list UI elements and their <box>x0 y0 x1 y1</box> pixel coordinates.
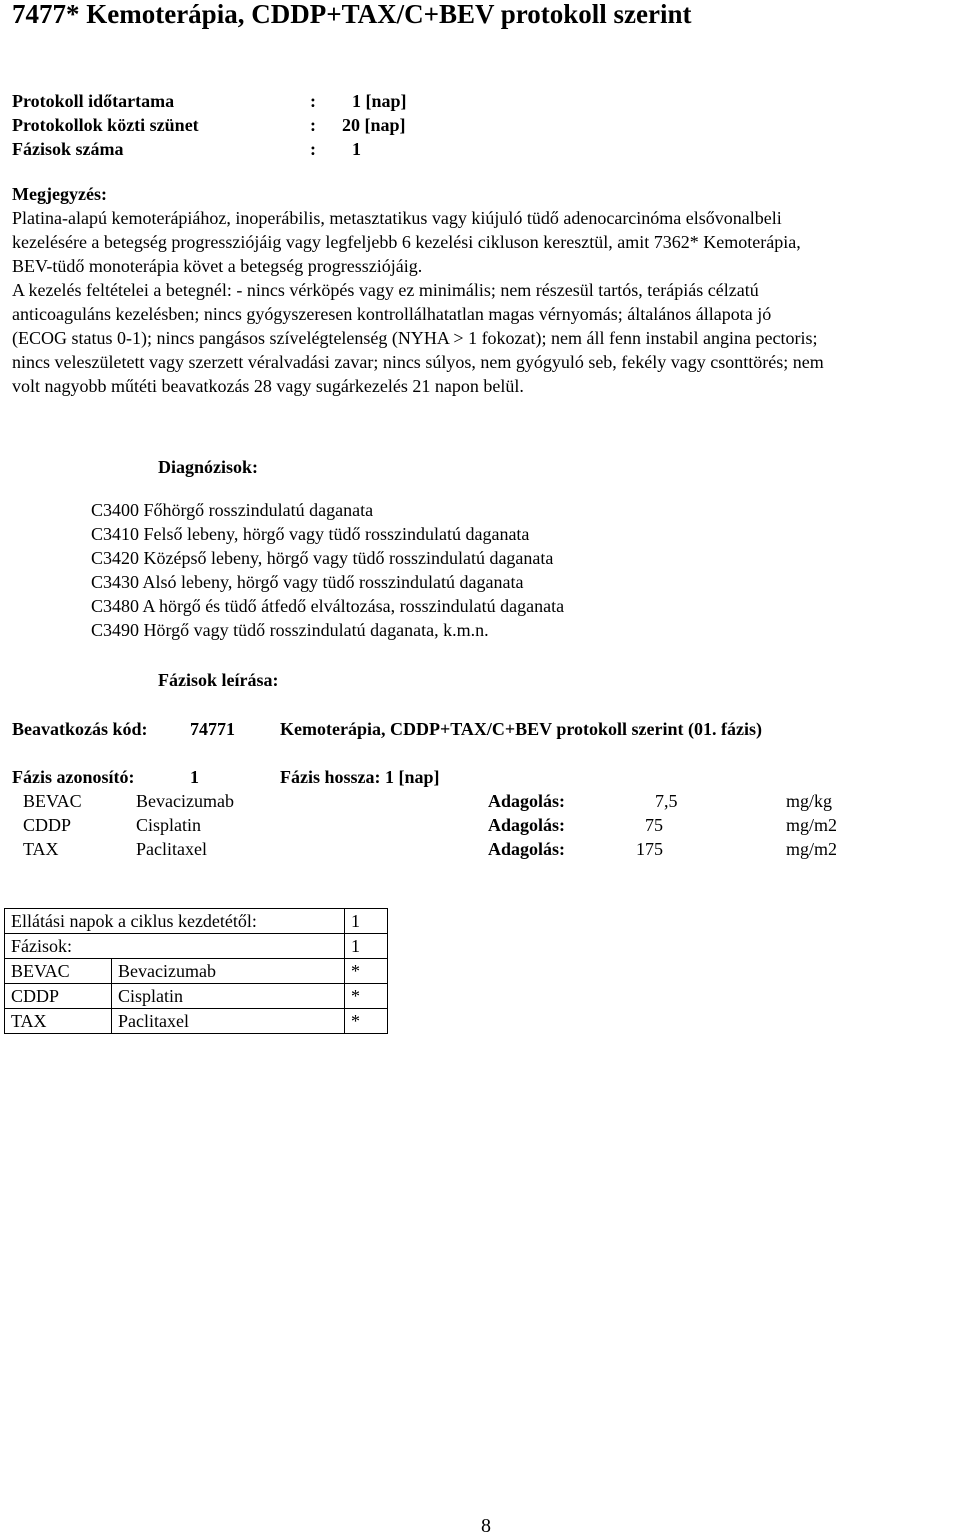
table-row <box>5 959 388 984</box>
phases-heading: Fázisok leírása: <box>158 670 279 690</box>
note-heading: Megjegyzés: <box>12 184 107 204</box>
drug-unit: mg/m2 <box>786 815 838 835</box>
page-number: 8 <box>481 1515 491 1537</box>
day-mark-cell: * <box>345 959 388 984</box>
drug-unit: mg/m2 <box>786 839 838 859</box>
drug-dose: 75 <box>645 815 663 835</box>
dose-label: Adagolás: <box>488 791 566 811</box>
protocol-break-value: 20 [nap] <box>342 115 406 135</box>
diagnosis-item: C3400 Főhörgő rosszindulatú daganata <box>91 500 374 520</box>
note-line: A kezelés feltételei a betegnél: - nincs vérköpés vagy ez minimális; nem részesül tartós, terápiás célzatú <box>12 280 759 300</box>
note-line: kezelésére a betegség progressziójáig vagy legfeljebb 6 kezelési cikluson keresztül, amit 7362* Kemoterápia, <box>12 232 801 252</box>
phases-value: 1 <box>345 934 388 959</box>
note-line: (ECOG status 0-1); nincs pangásos szívelégtelenség (NYHA > 1 fokozat); nem áll fenn instabil angina pectoris; <box>12 328 818 348</box>
dose-label: Adagolás: <box>488 815 566 835</box>
diagnosis-item: C3410 Felső lebeny, hörgő vagy tüdő rosszindulatú daganata <box>91 524 530 544</box>
drug-dose: 175 <box>636 839 663 859</box>
document-title: 7477* Kemoterápia, CDDP+TAX/C+BEV protokoll szerint <box>12 0 692 29</box>
protocol-break-sep: : <box>310 115 316 135</box>
drug-unit: mg/kg <box>786 791 833 811</box>
intervention-name: Kemoterápia, CDDP+TAX/C+BEV protokoll szerint (01. fázis) <box>280 719 762 739</box>
diagnosis-item: C3420 Középső lebeny, hörgő vagy tüdő rosszindulatú daganata <box>91 548 554 568</box>
protocol-duration-label: Protokoll időtartama <box>12 91 175 111</box>
phase-length: Fázis hossza: 1 [nap] <box>280 767 440 787</box>
drug-dose: 7,5 <box>655 791 678 811</box>
drug-code-cell: CDDP <box>5 984 112 1009</box>
note-line: BEV-tüdő monoterápia követ a betegség progressziójáig. <box>12 256 423 276</box>
phase-id-label: Fázis azonosító: <box>12 767 135 787</box>
diagnosis-item: C3480 A hörgő és tüdő átfedő elváltozása, rosszindulatú daganata <box>91 596 565 616</box>
day-mark-cell: * <box>345 1009 388 1034</box>
diagnoses-list <box>91 498 564 642</box>
diagnosis-item: C3430 Alsó lebeny, hörgő vagy tüdő rosszindulatú daganata <box>91 572 524 592</box>
drug-name: Paclitaxel <box>136 839 207 859</box>
drug-code: CDDP <box>23 815 72 835</box>
days-header-value: 1 <box>345 909 388 934</box>
intervention-code-label: Beavatkozás kód: <box>12 719 148 739</box>
drug-code: TAX <box>23 839 59 859</box>
phase-count-value: 1 <box>352 139 361 159</box>
intervention-code: 74771 <box>190 719 235 739</box>
note-line: volt nagyobb műtéti beavatkozás 28 vagy sugárkezelés 21 napon belül. <box>12 376 524 396</box>
note-text <box>12 206 960 398</box>
table-row <box>5 909 388 934</box>
table-row <box>5 984 388 1009</box>
drug-name: Bevacizumab <box>136 791 234 811</box>
protocol-break-label: Protokollok közti szünet <box>12 115 199 135</box>
drug-name-cell: Cisplatin <box>112 984 345 1009</box>
diagnoses-heading: Diagnózisok: <box>158 457 259 477</box>
protocol-duration-sep: : <box>310 91 316 111</box>
days-header-label: Ellátási napok a ciklus kezdetétől: <box>5 909 345 934</box>
drug-code-cell: TAX <box>5 1009 112 1034</box>
drug-code: BEVAC <box>23 791 82 811</box>
drug-name: Cisplatin <box>136 815 202 835</box>
drug-code-cell: BEVAC <box>5 959 112 984</box>
note-line: Platina-alapú kemoterápiához, inoperábilis, metasztatikus vagy kiújuló tüdő adenocarcinóma elsővonalbeli <box>12 208 782 228</box>
phase-id: 1 <box>190 767 199 787</box>
diagnosis-item: C3490 Hörgő vagy tüdő rosszindulatú daganata, k.m.n. <box>91 620 489 640</box>
table-row <box>5 1009 388 1034</box>
note-line: nincs veleszületett vagy szerzett véralvadási zavar; nincs súlyos, nem gyógyuló seb, fekély vagy csonttörés; nem <box>12 352 824 372</box>
phase-count-sep: : <box>310 139 316 159</box>
table-row <box>5 934 388 959</box>
treatment-days-table <box>4 908 388 1034</box>
drug-name-cell: Bevacizumab <box>112 959 345 984</box>
protocol-duration-value: 1 [nap] <box>352 91 407 111</box>
note-line: anticoaguláns kezelésben; nincs gyógyszeresen kontrollálhatatlan magas vérnyomás; általános állapota jó <box>12 304 772 324</box>
drug-name-cell: Paclitaxel <box>112 1009 345 1034</box>
dose-label: Adagolás: <box>488 839 566 859</box>
day-mark-cell: * <box>345 984 388 1009</box>
phases-label: Fázisok: <box>5 934 345 959</box>
phase-count-label: Fázisok száma <box>12 139 124 159</box>
